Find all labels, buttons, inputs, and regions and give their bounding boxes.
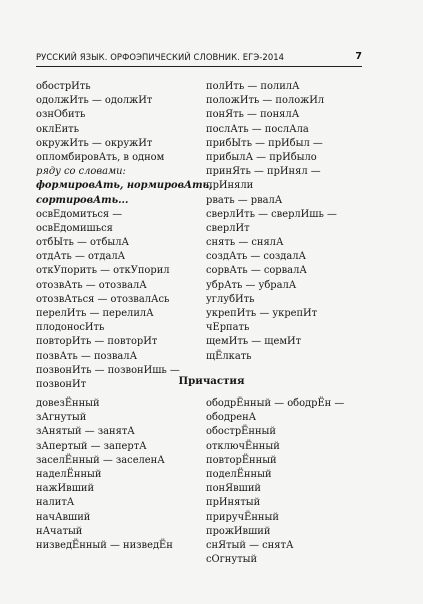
participles-column-left xyxy=(36,397,173,553)
list-item: зАнятый — занятА xyxy=(36,426,135,438)
header-rule xyxy=(36,66,362,67)
list-item: оклЕить xyxy=(36,123,80,135)
list-item: создАть — создалА xyxy=(206,251,306,263)
list-item: рвать — рвалА xyxy=(206,194,283,206)
list-item: полИть — полилА xyxy=(206,81,300,92)
list-item: приручЁнный xyxy=(206,511,279,523)
list-item: отключЁнный xyxy=(206,440,280,452)
verbs-column-right xyxy=(206,80,337,364)
list-item: углубИть xyxy=(206,293,255,305)
list-item: отозвАться — отозвалАсь xyxy=(36,293,170,305)
list-item: одолжИть — одолжИт xyxy=(36,95,153,107)
page-number: 7 xyxy=(355,51,362,62)
list-item: зАгнутый xyxy=(36,412,87,424)
list-item: сорвАть — сорвалА xyxy=(206,265,307,277)
list-item: освЕдомиться — xyxy=(36,208,123,220)
list-item: повторИть — повторИт xyxy=(36,336,158,348)
list-item: понЯвший xyxy=(206,483,261,495)
list-item: прибЫть — прИбыл — xyxy=(206,137,323,149)
page-header xyxy=(36,52,362,66)
list-item: заселЁнный — заселенА xyxy=(36,454,165,466)
list-item: нажИвший xyxy=(36,483,95,495)
list-item: отдАть — отдалА xyxy=(36,251,126,263)
list-item: прИняли xyxy=(206,180,254,192)
list-item: укрепИть — укрепИт xyxy=(206,308,318,319)
list-item: принЯть — прИнял — xyxy=(206,166,321,178)
list-item: перелИть — перелилА xyxy=(36,308,154,319)
participles-column-right xyxy=(206,397,344,567)
list-item: отбЫть — отбылА xyxy=(36,237,130,249)
list-item: чЕрпать xyxy=(206,322,250,334)
list-item: наделЁнный xyxy=(36,468,102,480)
list-item: ободренА xyxy=(206,412,257,424)
list-item: поделЁнный xyxy=(206,468,272,480)
list-item: зАпертый — запертА xyxy=(36,440,147,452)
list-item: обострИть xyxy=(36,81,91,92)
list-item: окружИть — окружИт xyxy=(36,137,153,149)
list-item: ободрЁнный — ободрЁн — xyxy=(206,398,345,409)
usage-note: сортировАть... xyxy=(36,194,129,206)
list-item: снЯтый — снятА xyxy=(206,539,294,551)
list-item: щемИть — щемИт xyxy=(206,336,302,348)
list-item: отозвАть — отозвалА xyxy=(36,279,147,291)
list-item: положИть — положИл xyxy=(206,95,325,107)
usage-note: формировАть, нормировАть, xyxy=(36,180,213,192)
list-item: откУпорить — откУпорил xyxy=(36,265,170,277)
list-item: позвАть — позвалА xyxy=(36,350,138,362)
list-item: повторЁнный xyxy=(206,454,277,466)
list-item: прожИвший xyxy=(206,525,271,537)
verbs-column-left xyxy=(36,80,213,392)
list-item: плодоносИть xyxy=(36,322,105,334)
list-item: щЁлкать xyxy=(206,350,252,362)
list-item: начАвший xyxy=(36,511,91,523)
list-item: низведЁнный — низведЁн xyxy=(36,539,173,551)
list-item: ознОбить xyxy=(36,109,86,121)
list-item: обострЁнный xyxy=(206,426,276,438)
list-item: прибылА — прИбыло xyxy=(206,151,317,163)
list-item: прИнятый xyxy=(206,497,261,509)
list-item: довезЁнный xyxy=(36,398,100,409)
list-item: сверлИть — сверлИшь — xyxy=(206,208,337,220)
list-item: позвонИт xyxy=(36,378,87,390)
list-item: послАть — послАла xyxy=(206,123,309,135)
running-title: РУССКИЙ ЯЗЫК. ОРФОЭПИЧЕСКИЙ СЛОВНИК. ЕГЭ-2014 xyxy=(36,52,285,62)
list-item: нАчатый xyxy=(36,525,83,537)
list-item: сОгнутый xyxy=(206,554,258,566)
list-item: понЯть — понялА xyxy=(206,109,300,121)
list-item: сверлИт xyxy=(206,222,250,234)
list-item: позвонИть — позвонИшь — xyxy=(36,364,180,376)
list-item: опломбировАть, в одном xyxy=(36,151,165,163)
list-item: освЕдомишься xyxy=(36,222,113,234)
usage-note: ряду со словами: xyxy=(36,166,126,178)
list-item: снять — снялА xyxy=(206,237,284,249)
list-item: убрАть — убралА xyxy=(206,279,297,291)
list-item: налитА xyxy=(36,497,75,509)
section-heading-participles: Причастия xyxy=(178,375,245,387)
